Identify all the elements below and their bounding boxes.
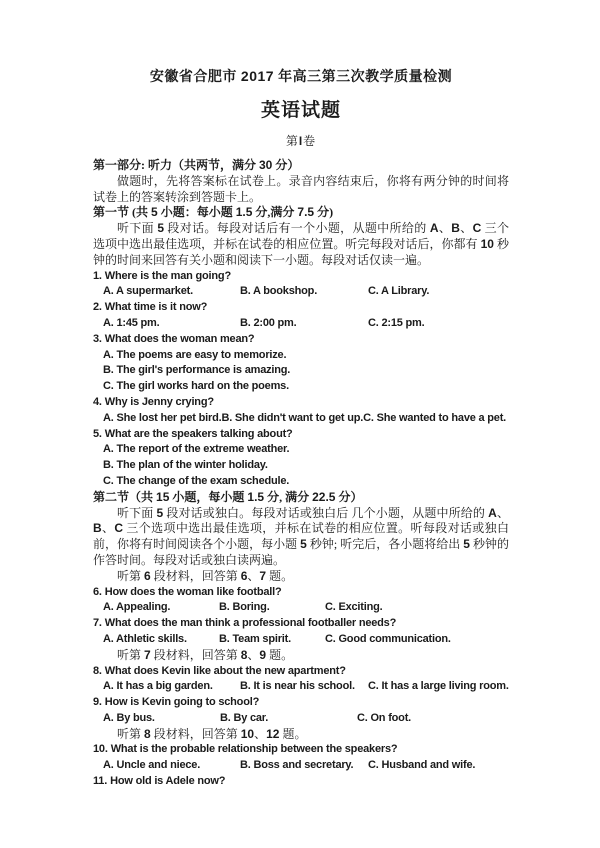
option-b: B. Boring. xyxy=(219,601,270,614)
options-row xyxy=(103,711,509,727)
option-c: C. The girl works hard on the poems. xyxy=(103,380,289,393)
option-b: B. The plan of the winter holiday. xyxy=(103,459,268,472)
question-text: 10. What is the probable relationship between the speakers? xyxy=(93,743,398,756)
option-b: B. She didn't want to get up. xyxy=(221,411,364,424)
question-number: 11. xyxy=(93,775,108,788)
option-a: A. Athletic skills. xyxy=(103,632,187,645)
option-c: C. A Library. xyxy=(368,285,430,298)
exam-page xyxy=(93,66,509,790)
question-5 xyxy=(93,427,509,490)
question-4 xyxy=(93,395,509,427)
section1-instructions: 听下面 5 段对话。每段对话后有一个小题，从题中所给的 A、B、C 三个选项中选出最佳选项，并标在试卷的相应位置。听完每段对话后，你都有 10 秒钟的时间来回答有关小题和阅读下一小题。每段对话仅读一遍。 xyxy=(93,221,509,267)
doc-subtitle: 英语试题 xyxy=(260,100,341,121)
option-b: B. Boss and secretary. xyxy=(240,759,354,772)
section2-instructions: 听下面 5 段对话或独白。每段对话或独白后 几个小题，从题中所给的 A、B、C 三个选项中选出最佳选项，并标在试卷的相应位置。听每段对话或独白前，你将有时间阅读各个小题，每小题 5 秒钟; 听完后，各小题将给出 5 秒钟的作答时间。每段对话或独白读两遍。 xyxy=(93,505,509,567)
option-b: B. By car. xyxy=(220,711,269,724)
option-c: C. Husband and wife. xyxy=(368,759,476,772)
question-6 xyxy=(93,585,509,617)
doc-title: 安徽省合肥市 2017 年高三第三次教学质量检测 xyxy=(149,68,453,85)
question-text: 8. What does Kevin like about the new apartment? xyxy=(93,664,346,677)
option-b: B. It is near his school. xyxy=(240,680,355,693)
question-number: 8. xyxy=(93,664,102,677)
option-c: C. On foot. xyxy=(357,711,412,724)
options-row xyxy=(103,679,509,695)
option-a: A. It has a big garden. xyxy=(103,680,213,693)
question-text: 1. Where is the man going? xyxy=(93,269,231,282)
option-a: A. She lost her pet bird. xyxy=(103,411,222,424)
volume-label: 第I卷 xyxy=(285,134,317,148)
option-b: B. The girl's performance is amazing. xyxy=(103,364,291,377)
question-text: 5. What are the speakers talking about? xyxy=(93,427,293,440)
question-number: 3. xyxy=(93,332,102,345)
option-a: A. By bus. xyxy=(103,711,155,724)
question-text: 11. How old is Adele now? xyxy=(93,775,226,788)
option-a: A. 1:45 pm. xyxy=(103,316,160,329)
question-number: 7. xyxy=(93,617,102,630)
option-b: B. Team spirit. xyxy=(219,632,291,645)
options-row xyxy=(103,411,509,427)
option-b: B. 2:00 pm. xyxy=(240,316,297,329)
question-text: 2. What time is it now? xyxy=(93,301,208,314)
part1-heading: 第一部分: 听力（共两节，满分 30 分） xyxy=(93,158,300,172)
material-line-2: 听第 7 段材料，回答第 8、9 题。 xyxy=(117,647,294,662)
question-number: 4. xyxy=(93,395,102,408)
question-number: 2. xyxy=(93,301,102,314)
question-number: 5. xyxy=(93,427,102,440)
question-11 xyxy=(93,774,509,790)
option-a: A. The poems are easy to memorize. xyxy=(103,348,287,361)
options-row xyxy=(103,632,509,648)
question-number: 1. xyxy=(93,269,102,282)
option-a: A. The report of the extreme weather. xyxy=(103,443,290,456)
question-number: 10. xyxy=(93,743,108,756)
option-a: A. Uncle and niece. xyxy=(103,759,201,772)
question-7 xyxy=(93,616,509,648)
options-row xyxy=(103,316,509,332)
option-c: C. The change of the exam schedule. xyxy=(103,474,290,487)
question-text: 9. How is Kevin going to school? xyxy=(93,696,260,709)
options-row xyxy=(103,284,509,300)
question-9 xyxy=(93,695,509,727)
question-8 xyxy=(93,664,509,696)
option-c: C. Exciting. xyxy=(325,601,383,614)
option-c: C. She wanted to have a pet. xyxy=(363,411,507,424)
option-a: A. A supermarket. xyxy=(103,285,193,298)
options-row xyxy=(103,758,509,774)
question-10 xyxy=(93,742,509,774)
section1-heading: 第一节 (共 5 小题：每小题 1.5 分,满分 7.5 分) xyxy=(93,205,334,220)
material-line-3: 听第 8 段材料，回答第 10、12 题。 xyxy=(117,726,307,741)
question-1 xyxy=(93,269,509,301)
question-number: 9. xyxy=(93,696,102,709)
question-2 xyxy=(93,300,509,332)
question-text: 7. What does the man think a professional footballer needs? xyxy=(93,617,397,630)
question-text: 3. What does the woman mean? xyxy=(93,332,255,345)
option-c: C. 2:15 pm. xyxy=(368,316,425,329)
option-c: C. It has a large living room. xyxy=(368,680,509,693)
option-a: A. Appealing. xyxy=(103,601,171,614)
option-b: B. A bookshop. xyxy=(240,285,318,298)
option-c: C. Good communication. xyxy=(325,632,451,645)
options-row xyxy=(103,600,509,616)
material-line-1: 听第 6 段材料，回答第 6、7 题。 xyxy=(117,568,294,583)
answer-note: 做题时，先将答案标在试卷上。录音内容结束后，你将有两分钟的时间将试卷上的答案转涂到答题卡上。 xyxy=(93,173,509,204)
question-number: 6. xyxy=(93,585,102,598)
section2-heading: 第二节（共 15 小题，每小题 1.5 分, 满分 22.5 分） xyxy=(93,489,363,504)
question-3 xyxy=(93,332,509,395)
question-text: 6. How does the woman like football? xyxy=(93,585,282,598)
question-text: 4. Why is Jenny crying? xyxy=(93,395,214,408)
